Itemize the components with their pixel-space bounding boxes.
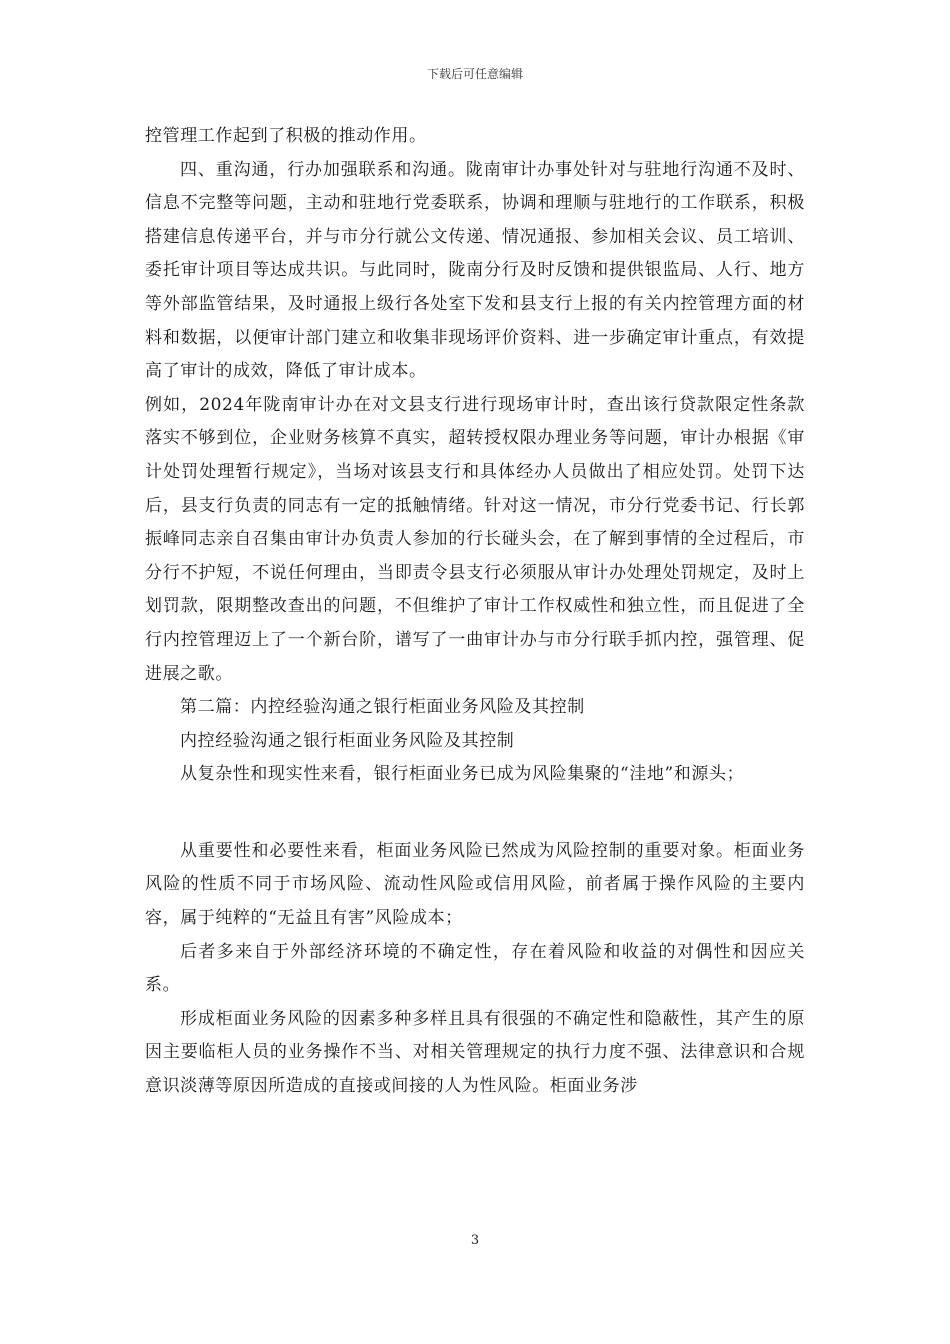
paragraph-gap	[145, 792, 805, 835]
section-heading-part-two: 第二篇：内控经验沟通之银行柜面业务风险及其控制	[180, 697, 585, 718]
document-body	[145, 120, 805, 1104]
paragraph-complexity: 从复杂性和现实性来看，银行柜面业务已成为风险集聚的“洼地”和源头；	[180, 764, 745, 785]
paragraph-communication: 四、重沟通，行办加强联系和沟通。陇南审计办事处针对与驻地行沟通不及时、信息不完整等问题，主动和驻地行党委联系，协调和理顺与驻地行的工作联系，积极搭建信息传递平台，并与市分行就公文传递、情况通报、参加相关会议、员工培训、委托审计项目等达成共识。与此同时，陇南分行及时反馈和提供银监局、人行、地方等外部监管结果，及时通报上级行各处室下发和县支行上报的有关内控管理方面的材料和数据，以便审计部门建立和收集非现场评价资料、进一步确定审计重点，有效提高了审计的成效，降低了审计成本。	[145, 159, 805, 382]
paragraph-example: 例如，2024年陇南审计办在对文县支行进行现场审计时，查出该行贷款限定性条款落实不够到位，企业财务核算不真实，超转授权限办理业务等问题，审计办根据《审计处罚处理暂行规定》，当场对该县支行和具体经办人员做出了相应处罚。处罚下达后，县支行负责的同志有一定的抵触情绪。针对这一情况，市分行党委书记、行长郭振峰同志亲自召集由审计办负责人参加的行长碰头会，在了解到事情的全过程后，市分行不护短，不说任何理由，当即责令县支行必须服从审计办处理处罚规定，及时上划罚款，限期整改查出的问题，不但维护了审计工作权威性和独立性，而且促进了全行内控管理迈上了一个新台阶，谱写了一曲审计办与市分行联手抓内控，强管理、促进展之歌。	[145, 394, 805, 684]
paragraph-importance: 从重要性和必要性来看，柜面业务风险已然成为风险控制的重要对象。柜面业务风险的性质不同于市场风险、流动性风险或信用风险，前者属于操作风险的主要内容，属于纯粹的“无益且有害”风险成本；	[145, 840, 805, 929]
page-header: 下载后可任意编辑	[426, 67, 523, 81]
paragraph-continuation: 控管理工作起到了积极的推动作用。	[145, 126, 427, 146]
page-number: 3	[470, 1233, 480, 1248]
paragraph-latter: 后者多来自于外部经济环境的不确定性，存在着风险和收益的对偶性和因应关系。	[145, 941, 805, 996]
paragraph-risk-factors: 形成柜面业务风险的因素多种多样且具有很强的不确定性和隐蔽性，其产生的原因主要临柜人员的业务操作不当、对相关管理规定的执行力度不强、法律意识和合规意识淡薄等原因所造成的直接或间接的人为性风险。柜面业务涉	[145, 1008, 805, 1097]
article-title: 内控经验沟通之银行柜面业务风险及其控制	[180, 730, 515, 751]
